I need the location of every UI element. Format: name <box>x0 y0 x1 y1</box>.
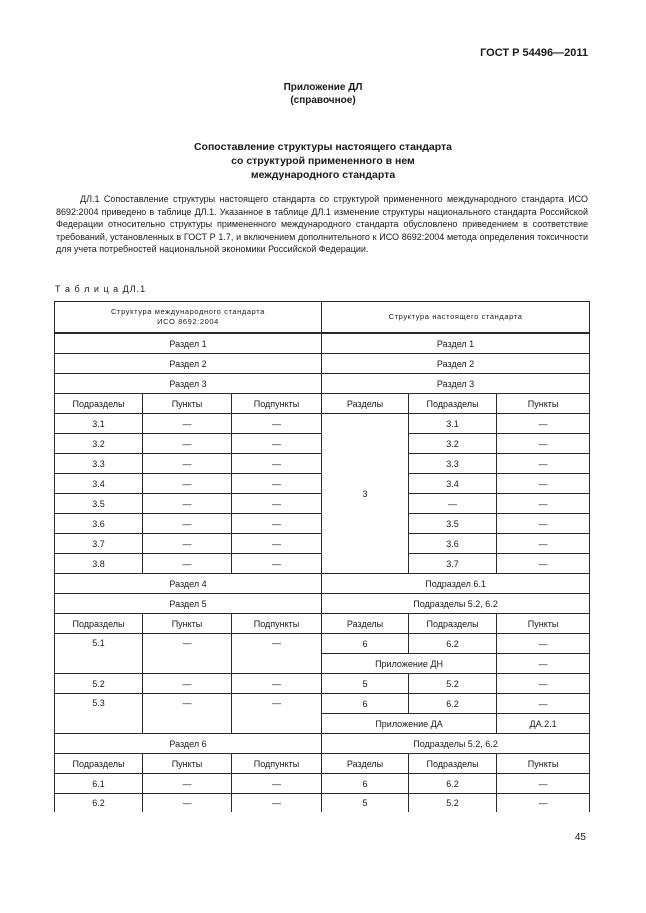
cell: 3.5 <box>55 494 143 514</box>
appendix-title: Приложение ДЛ <box>283 82 363 93</box>
cell: — <box>497 654 590 674</box>
cell: — <box>497 774 590 794</box>
cell: — <box>232 534 322 554</box>
cell-section-right: Раздел 3 <box>322 374 590 394</box>
cell: 3.5 <box>409 514 497 534</box>
cell: — <box>497 454 590 474</box>
col-sections: Разделы <box>322 754 409 774</box>
cell: — <box>232 494 322 514</box>
title-line-1: Сопоставление структуры настоящего стандарта <box>193 141 453 153</box>
cell: — <box>497 554 590 574</box>
cell: — <box>497 494 590 514</box>
col-subitems: Подпункты <box>232 614 322 634</box>
cell: — <box>232 474 322 494</box>
cell: 5.2 <box>55 674 143 694</box>
col-sections: Разделы <box>322 394 409 414</box>
table-row <box>55 634 590 654</box>
cell-section-left: Раздел 5 <box>55 594 322 614</box>
col-items: Пункты <box>143 754 232 774</box>
cell: — <box>143 494 232 514</box>
structure-comparison-table <box>54 301 590 812</box>
cell-section-left: Раздел 4 <box>55 574 322 594</box>
cell: 3.2 <box>55 434 143 454</box>
cell: — <box>497 514 590 534</box>
col-subsections: Подразделы <box>55 614 143 634</box>
cell: — <box>143 694 232 734</box>
cell: ДА.2.1 <box>497 714 590 734</box>
cell: — <box>497 674 590 694</box>
document-code: ГОСТ Р 54496—2011 <box>480 47 588 59</box>
cell: 3.4 <box>409 474 497 494</box>
cell: — <box>232 554 322 574</box>
table-header-row <box>55 302 590 334</box>
cell-section-right: Раздел 2 <box>322 354 590 374</box>
title-line-2: со структурой примененного в нем <box>231 155 415 167</box>
cell: — <box>232 414 322 434</box>
table-row <box>55 794 590 813</box>
cell-section-left: Раздел 6 <box>55 734 322 754</box>
table-row <box>55 734 590 754</box>
cell: — <box>143 554 232 574</box>
header-national-structure: Структура настоящего стандарта <box>322 302 590 334</box>
cell: 6.2 <box>409 774 497 794</box>
cell: — <box>497 474 590 494</box>
cell: 3.8 <box>55 554 143 574</box>
page-number: 45 <box>574 832 586 843</box>
table-row <box>55 774 590 794</box>
cell: — <box>143 434 232 454</box>
cell: 6 <box>322 774 409 794</box>
cell: — <box>143 674 232 694</box>
cell: — <box>143 454 232 474</box>
cell: 3.1 <box>55 414 143 434</box>
cell: — <box>232 774 322 794</box>
cell: — <box>143 414 232 434</box>
table-row <box>55 354 590 374</box>
cell-section-right: Подраздел 6.1 <box>322 574 590 594</box>
table-row <box>55 333 590 354</box>
cell: — <box>497 414 590 434</box>
col-subsections: Подразделы <box>55 394 143 414</box>
section-title <box>0 140 646 182</box>
col-subsections-right: Подразделы <box>409 614 497 634</box>
cell-appendix: Приложение ДН <box>322 654 497 674</box>
cell: — <box>143 634 232 674</box>
col-subitems: Подпункты <box>232 754 322 774</box>
cell: — <box>497 534 590 554</box>
table-subheader-row <box>55 754 590 774</box>
cell: 6.2 <box>409 694 497 714</box>
cell: 3.3 <box>409 454 497 474</box>
cell: — <box>497 794 590 813</box>
title-line-3: международного стандарта <box>250 169 396 181</box>
cell: — <box>232 454 322 474</box>
cell: 5.1 <box>55 634 143 674</box>
cell: — <box>497 434 590 454</box>
table-row <box>55 674 590 694</box>
cell-section-right: Подразделы 5.2, 6.2 <box>322 734 590 754</box>
cell: — <box>409 494 497 514</box>
cell: 3.4 <box>55 474 143 494</box>
cell: 6.2 <box>55 794 143 813</box>
cell: — <box>143 534 232 554</box>
cell-section-3-merged: 3 <box>322 414 409 574</box>
cell: — <box>143 514 232 534</box>
cell: — <box>232 434 322 454</box>
appendix-heading <box>0 81 646 107</box>
header-international-structure <box>55 302 322 334</box>
intro-paragraph: ДЛ.1 Сопоставление структуры настоящего стандарта со структурой примененного международного стандарта ИСО 8692:2004 приведено в таблице ДЛ.1. Указанное в таблице ДЛ.1 изменение структуры национального стандарта Российской Федерации относительно структуры примененного международного стандарта обусловлено приведением в соответствие требований, установленных в ГОСТ Р 1.7, и включением дополнительного к ИСО 8692:2004 метода определения токсичности для учета потребностей национальной экономики Российской Федерации. <box>56 194 588 255</box>
cell: — <box>232 674 322 694</box>
table-row <box>55 374 590 394</box>
cell: 3.1 <box>409 414 497 434</box>
table-row <box>55 594 590 614</box>
header-left-line-1: Структура международного стандарта <box>111 307 265 316</box>
cell: — <box>497 634 590 654</box>
cell: 5.2 <box>409 794 497 813</box>
cell: — <box>232 694 322 734</box>
cell-section-left: Раздел 2 <box>55 354 322 374</box>
cell: — <box>232 514 322 534</box>
table-row <box>55 694 590 714</box>
table-row <box>55 574 590 594</box>
col-items-right: Пункты <box>497 754 590 774</box>
table-label: Т а б л и ц а ДЛ.1 <box>55 284 147 294</box>
cell: 5 <box>322 674 409 694</box>
col-items-right: Пункты <box>497 614 590 634</box>
cell: 3.6 <box>409 534 497 554</box>
col-subsections: Подразделы <box>55 754 143 774</box>
cell: 3.3 <box>55 454 143 474</box>
cell: 6.2 <box>409 634 497 654</box>
cell-section-right: Раздел 1 <box>322 333 590 354</box>
col-subsections-right: Подразделы <box>409 394 497 414</box>
table-subheader-row <box>55 614 590 634</box>
cell: 5.2 <box>409 674 497 694</box>
cell: — <box>143 474 232 494</box>
header-left-line-2: ИСО 8692:2004 <box>157 317 219 326</box>
cell: 6.1 <box>55 774 143 794</box>
cell: 3.2 <box>409 434 497 454</box>
col-items: Пункты <box>143 394 232 414</box>
cell: 5 <box>322 794 409 813</box>
table-row <box>55 414 590 434</box>
cell: 3.6 <box>55 514 143 534</box>
col-subitems: Подпункты <box>232 394 322 414</box>
cell: 5.3 <box>55 694 143 734</box>
col-items: Пункты <box>143 614 232 634</box>
col-sections: Разделы <box>322 614 409 634</box>
table-subheader-row <box>55 394 590 414</box>
cell-section-left: Раздел 3 <box>55 374 322 394</box>
cell: 3.7 <box>409 554 497 574</box>
cell: — <box>232 634 322 674</box>
cell: 3.7 <box>55 534 143 554</box>
col-subsections-right: Подразделы <box>409 754 497 774</box>
cell: — <box>232 794 322 813</box>
appendix-subtitle: (справочное) <box>290 95 356 106</box>
cell: 6 <box>322 694 409 714</box>
col-items-right: Пункты <box>497 394 590 414</box>
cell: — <box>143 774 232 794</box>
cell-appendix: Приложение ДА <box>322 714 497 734</box>
cell-section-right: Подразделы 5.2, 6.2 <box>322 594 590 614</box>
cell-section-left: Раздел 1 <box>55 333 322 354</box>
cell: — <box>497 694 590 714</box>
cell: — <box>143 794 232 813</box>
cell: 6 <box>322 634 409 654</box>
